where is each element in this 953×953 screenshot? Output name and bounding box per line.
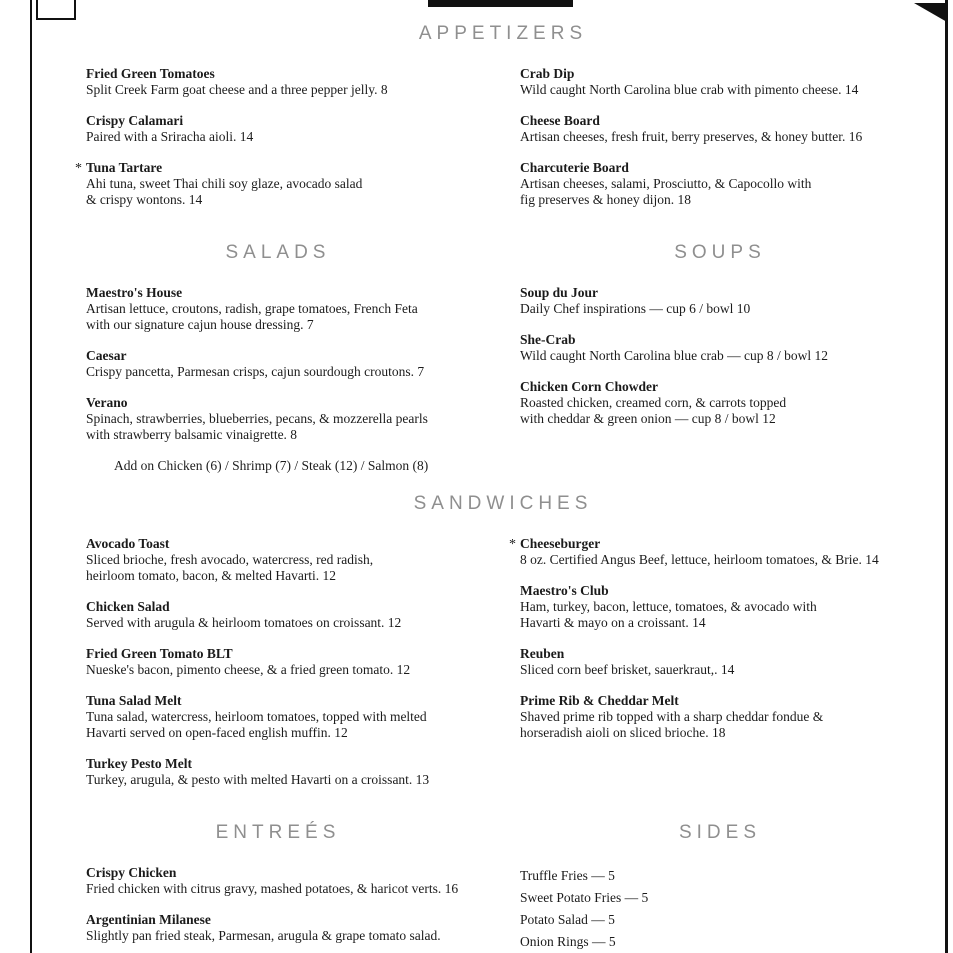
menu-item-name: Crispy Calamari <box>86 113 184 128</box>
menu-item-name: Maestro's Club <box>520 583 609 598</box>
menu-item <box>520 379 920 427</box>
menu-item-description: with our signature cajun house dressing. 7 <box>86 317 314 332</box>
menu-item-description: Havarti & mayo on a croissant. 14 <box>520 615 706 630</box>
menu-item-description: & crispy wontons. 14 <box>86 192 203 207</box>
menu-item-description: Shaved prime rib topped with a sharp cheddar fondue & <box>520 709 824 724</box>
menu-item-name: Reuben <box>520 646 565 661</box>
menu-item-description: Turkey, arugula, & pesto with melted Havarti on a croissant. 13 <box>86 772 430 787</box>
section-heading-salads: SALADS <box>225 242 331 263</box>
top-right-corner-ornament <box>914 3 948 23</box>
menu-item <box>86 536 520 584</box>
menu-item-name: Argentinian Milanese <box>86 912 211 927</box>
menu-item <box>86 865 520 897</box>
page-border-right <box>945 0 948 953</box>
menu-item-description: fig preserves & honey dijon. 18 <box>520 192 691 207</box>
menu-item-name: Caesar <box>86 348 127 363</box>
section-heading-appetizers: APPETIZERS <box>418 23 588 44</box>
menu-item <box>520 66 920 98</box>
menu-item <box>86 646 520 678</box>
menu-item-description: horseradish aioli on sliced brioche. 18 <box>520 725 726 740</box>
menu-item-description: with cheddar & green onion — cup 8 / bowl 12 <box>520 411 776 426</box>
side-item: Potato Salad — 5 <box>520 912 615 927</box>
section-columns-salads-soups <box>86 241 920 474</box>
menu-item <box>75 160 520 208</box>
cutoff-title-fragment <box>428 0 573 7</box>
menu-item-description: with strawberry balsamic vinaigrette. 8 <box>86 427 298 442</box>
menu-item-description: Crispy pancetta, Parmesan crisps, cajun sourdough croutons. 7 <box>86 364 425 379</box>
menu-section-salads-soups <box>86 241 920 474</box>
menu-item-name: Cheese Board <box>520 113 600 128</box>
menu-item <box>86 348 520 380</box>
section-columns-sandwiches <box>86 536 920 803</box>
menu-item-description: Ham, turkey, bacon, lettuce, tomatoes, & avocado with <box>520 599 817 614</box>
menu-item-description: Wild caught North Carolina blue crab — cup 8 / bowl 12 <box>520 348 829 363</box>
menu-item-name: Crab Dip <box>520 66 575 81</box>
menu-column-sides <box>520 821 920 953</box>
salad-addon-note: Add on Chicken (6) / Shrimp (7) / Steak (12) / Salmon (8) <box>114 458 429 473</box>
menu-item-name: Cheeseburger <box>520 536 601 551</box>
menu-column-entrees <box>86 821 520 953</box>
section-columns-entrees-sides <box>86 821 920 953</box>
menu-item <box>86 395 520 443</box>
menu-item-description: heirloom tomato, bacon, & melted Havarti. 12 <box>86 568 337 583</box>
menu-item <box>520 693 920 741</box>
menu-item <box>86 912 520 944</box>
page-border-left <box>30 0 32 953</box>
menu-column-appetizers-left <box>75 66 520 223</box>
menu-item-description: Nueske's bacon, pimento cheese, & a fried green tomato. 12 <box>86 662 411 677</box>
menu-item <box>86 66 520 98</box>
section-heading-entrees: ENTREÉS <box>215 822 341 843</box>
menu-item-name: Chicken Salad <box>86 599 170 614</box>
menu-item-description: Split Creek Farm goat cheese and a three pepper jelly. 8 <box>86 82 388 97</box>
menu-item-name: Turkey Pesto Melt <box>86 756 192 771</box>
menu-section-sandwiches <box>86 492 920 803</box>
menu-item-description: Havarti served on open-faced english muffin. 12 <box>86 725 348 740</box>
menu-item <box>86 693 520 741</box>
starred-item-asterisk: * <box>75 161 82 176</box>
section-columns-appetizers <box>75 66 920 223</box>
menu-item <box>86 599 520 631</box>
menu-item <box>520 646 920 678</box>
menu-item-name: Tuna Salad Melt <box>86 693 182 708</box>
side-item: Onion Rings — 5 <box>520 934 616 949</box>
menu-item <box>520 285 920 317</box>
section-heading-soups: SOUPS <box>674 242 766 263</box>
menu-item-name: Soup du Jour <box>520 285 599 300</box>
menu-item-description: Artisan cheeses, fresh fruit, berry preserves, & honey butter. 16 <box>520 129 863 144</box>
menu-item-name: Charcuterie Board <box>520 160 629 175</box>
menu-item-description: Artisan cheeses, salami, Prosciutto, & Capocollo with <box>520 176 812 191</box>
menu-item <box>86 113 520 145</box>
menu-item <box>86 756 520 788</box>
menu-item-description: Sliced brioche, fresh avocado, watercress, red radish, <box>86 552 374 567</box>
menu-item-name: Maestro's House <box>86 285 183 300</box>
menu-item-name: Avocado Toast <box>86 536 170 551</box>
menu-item-description: Fried chicken with citrus gravy, mashed potatoes, & haricot verts. 16 <box>86 881 459 896</box>
menu-item-description: Ahi tuna, sweet Thai chili soy glaze, avocado salad <box>86 176 363 191</box>
menu-item-name: Verano <box>86 395 128 410</box>
menu-item <box>520 160 920 208</box>
menu-item-name: Tuna Tartare <box>86 160 163 175</box>
section-heading-sandwiches: SANDWICHES <box>413 493 593 514</box>
menu-item <box>509 536 920 568</box>
menu-item-description: Wild caught North Carolina blue crab with pimento cheese. 14 <box>520 82 859 97</box>
menu-section-entrees-sides <box>86 821 920 953</box>
menu-content <box>75 22 920 953</box>
menu-item-name: Fried Green Tomatoes <box>86 66 215 81</box>
menu-column-salads <box>86 241 520 474</box>
menu-column-sandwiches-right <box>509 536 920 803</box>
menu-section-appetizers <box>75 22 920 223</box>
menu-column-appetizers-right <box>520 66 920 223</box>
menu-item <box>86 285 520 333</box>
section-heading-sides: SIDES <box>678 822 762 843</box>
menu-item-description: Paired with a Sriracha aioli. 14 <box>86 129 254 144</box>
menu-item-description: Tuna salad, watercress, heirloom tomatoes, topped with melted <box>86 709 427 724</box>
menu-column-soups <box>520 241 920 474</box>
menu-item-description: Sliced corn beef brisket, sauerkraut,. 14 <box>520 662 735 677</box>
menu-column-sandwiches-left <box>86 536 520 803</box>
menu-item-description: Daily Chef inspirations — cup 6 / bowl 10 <box>520 301 751 316</box>
side-item: Sweet Potato Fries — 5 <box>520 890 649 905</box>
side-item: Truffle Fries — 5 <box>520 868 615 883</box>
menu-item <box>520 113 920 145</box>
starred-item-asterisk: * <box>509 537 516 552</box>
menu-item-description: Artisan lettuce, croutons, radish, grape tomatoes, French Feta <box>86 301 418 316</box>
menu-item-name: She-Crab <box>520 332 576 347</box>
menu-item-description: Slightly pan fried steak, Parmesan, arugula & grape tomato salad. <box>86 928 441 943</box>
menu-item <box>520 332 920 364</box>
menu-item <box>520 583 920 631</box>
menu-item-description: Spinach, strawberries, blueberries, pecans, & mozzerella pearls <box>86 411 428 426</box>
menu-item-description: Roasted chicken, creamed corn, & carrots topped <box>520 395 787 410</box>
menu-item-description: 8 oz. Certified Angus Beef, lettuce, heirloom tomatoes, & Brie. 14 <box>520 552 879 567</box>
menu-item-name: Crispy Chicken <box>86 865 177 880</box>
menu-item-name: Prime Rib & Cheddar Melt <box>520 693 679 708</box>
menu-item-name: Chicken Corn Chowder <box>520 379 659 394</box>
menu-item-name: Fried Green Tomato BLT <box>86 646 233 661</box>
top-left-corner-ornament <box>36 0 76 20</box>
menu-item-description: Served with arugula & heirloom tomatoes on croissant. 12 <box>86 615 402 630</box>
